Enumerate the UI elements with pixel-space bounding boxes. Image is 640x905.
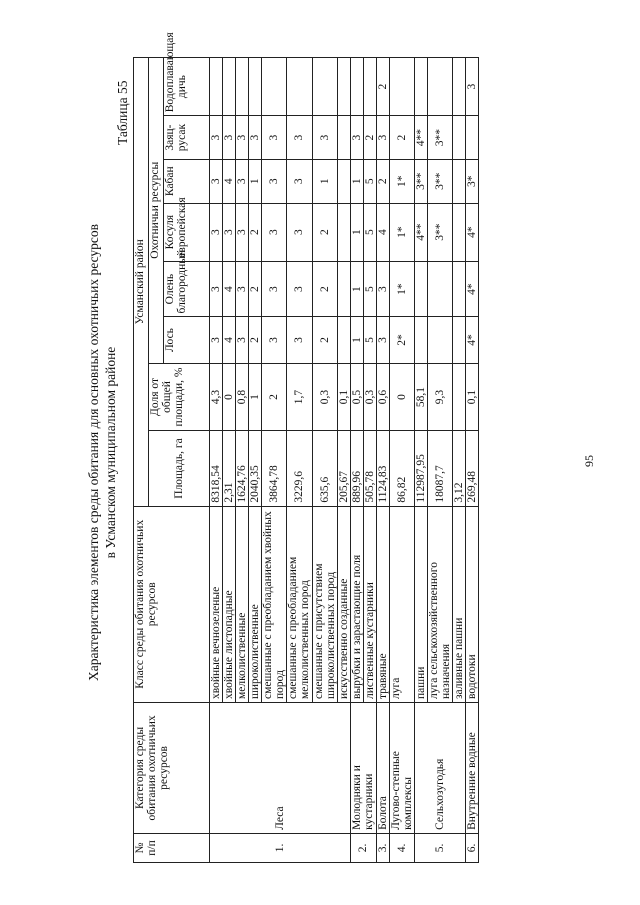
- rating-cell: [428, 58, 453, 116]
- share-cell: 9,3: [428, 363, 453, 431]
- rating-cell: 3: [287, 159, 312, 203]
- rating-cell: 2: [249, 261, 262, 317]
- area-cell: 1624,76: [236, 431, 249, 506]
- rating-cell: 5: [363, 159, 376, 203]
- rating-cell: [287, 58, 312, 116]
- rating-cell: 3: [210, 317, 223, 363]
- rating-cell: 2: [376, 58, 389, 116]
- class-cell: вырубки и зарастающие поля: [350, 506, 363, 702]
- area-cell: 205,67: [337, 431, 350, 506]
- header-num: № п/п: [134, 833, 210, 862]
- rating-cell: 3: [287, 317, 312, 363]
- page-number: 95: [582, 455, 596, 467]
- table-row: [376, 58, 389, 863]
- page-subtitle: в Усманском муниципальном районе: [103, 346, 118, 559]
- rating-cell: 5: [363, 317, 376, 363]
- area-cell: 2040,35: [249, 431, 262, 506]
- rating-cell: [453, 261, 466, 317]
- rating-cell: 1: [350, 159, 363, 203]
- share-cell: 0,6: [376, 363, 389, 431]
- row-number: 6.: [466, 833, 479, 862]
- class-cell: пашни: [415, 506, 428, 702]
- row-number: 2.: [350, 833, 376, 862]
- category-cell: Леса: [210, 702, 351, 833]
- area-cell: 86,82: [389, 431, 414, 506]
- rating-cell: 4**: [415, 203, 428, 261]
- rating-cell: 3: [262, 317, 287, 363]
- header-category: Категория среды обитания охотничьих ресурсов: [134, 702, 210, 833]
- rating-cell: [210, 58, 223, 116]
- rating-cell: 3: [236, 159, 249, 203]
- rating-cell: [223, 58, 236, 116]
- rating-cell: 3: [262, 116, 287, 160]
- header-species: Лось: [164, 317, 210, 363]
- row-number: 4.: [389, 833, 414, 862]
- rating-cell: 3: [210, 116, 223, 160]
- rating-cell: 4: [376, 203, 389, 261]
- table-row: [350, 58, 363, 863]
- class-cell: хвойные вечнозеленые: [210, 506, 223, 702]
- rating-cell: 3: [210, 159, 223, 203]
- share-cell: [453, 363, 466, 431]
- share-cell: 0: [389, 363, 414, 431]
- rating-cell: [415, 317, 428, 363]
- class-cell: смешанные с присутствием широколиственных пород: [312, 506, 337, 702]
- category-cell: Внутренние водные: [466, 702, 479, 833]
- rating-cell: 1: [350, 203, 363, 261]
- rating-cell: 1: [312, 159, 337, 203]
- area-cell: 8318,54: [210, 431, 223, 506]
- rating-cell: 3*: [466, 159, 479, 203]
- share-cell: 0,3: [312, 363, 337, 431]
- category-cell: Болота: [376, 702, 389, 833]
- class-cell: искусственно созданные: [337, 506, 350, 702]
- rating-cell: 3: [376, 317, 389, 363]
- rating-cell: [312, 58, 337, 116]
- rating-cell: [236, 58, 249, 116]
- share-cell: 0,1: [466, 363, 479, 431]
- page-title: Характеристика элементов среды обитания для основных охотничьих ресурсов: [86, 223, 101, 682]
- header-species: Кабан: [164, 159, 210, 203]
- rating-cell: [415, 58, 428, 116]
- rating-cell: 3: [350, 116, 363, 160]
- rating-cell: 3: [236, 116, 249, 160]
- table-row: [466, 58, 479, 863]
- rating-cell: [249, 58, 262, 116]
- rating-cell: 3**: [428, 116, 453, 160]
- category-cell: Сельхозугодья: [415, 702, 466, 833]
- rating-cell: 5: [363, 203, 376, 261]
- area-cell: 3229,6: [287, 431, 312, 506]
- table-body: [210, 58, 479, 863]
- rating-cell: 3: [210, 261, 223, 317]
- rating-cell: 2: [249, 317, 262, 363]
- rating-cell: 3: [287, 116, 312, 160]
- table-row: [210, 58, 223, 863]
- share-cell: 1,7: [287, 363, 312, 431]
- rating-cell: [337, 159, 350, 203]
- rating-cell: [428, 261, 453, 317]
- header-share: Доля от общей площади, %: [149, 363, 210, 431]
- rating-cell: 1: [350, 261, 363, 317]
- rating-cell: 3: [236, 203, 249, 261]
- class-cell: травяные: [376, 506, 389, 702]
- rating-cell: 3**: [428, 203, 453, 261]
- rating-cell: 3: [287, 203, 312, 261]
- rating-cell: 4*: [466, 261, 479, 317]
- area-cell: 3,12: [453, 431, 466, 506]
- rating-cell: [337, 116, 350, 160]
- share-cell: 58,1: [415, 363, 428, 431]
- row-number: 5.: [415, 833, 466, 862]
- class-cell: смешанные с преобладанием хвойных пород: [262, 506, 287, 702]
- area-cell: 635,6: [312, 431, 337, 506]
- row-number: 3.: [376, 833, 389, 862]
- rating-cell: 3: [210, 203, 223, 261]
- rating-cell: [337, 58, 350, 116]
- rating-cell: 4: [223, 159, 236, 203]
- rating-cell: 4: [223, 261, 236, 317]
- rating-cell: 2: [363, 116, 376, 160]
- rating-cell: 3: [223, 116, 236, 160]
- rating-cell: 3: [223, 203, 236, 261]
- rating-cell: 3**: [428, 159, 453, 203]
- area-cell: 3864,78: [262, 431, 287, 506]
- rating-cell: 2: [312, 261, 337, 317]
- rating-cell: 2: [376, 159, 389, 203]
- rating-cell: 1*: [389, 203, 414, 261]
- class-cell: луга сельскохозяйственного назначения: [428, 506, 453, 702]
- area-cell: 1124,83: [376, 431, 389, 506]
- share-cell: 0,1: [337, 363, 350, 431]
- share-cell: 0,5: [350, 363, 363, 431]
- rating-cell: 3: [236, 317, 249, 363]
- rating-cell: [453, 317, 466, 363]
- header-species: Водоплавающая дичь: [164, 58, 210, 116]
- share-cell: 0,3: [363, 363, 376, 431]
- rating-cell: 3: [287, 261, 312, 317]
- rating-cell: [466, 116, 479, 160]
- rating-cell: 3: [262, 261, 287, 317]
- category-cell: Лугово-степные комплексы: [389, 702, 414, 833]
- rating-cell: 3: [262, 203, 287, 261]
- rating-cell: 3**: [415, 159, 428, 203]
- class-cell: луга: [389, 506, 414, 702]
- rating-cell: [453, 116, 466, 160]
- rating-cell: [262, 58, 287, 116]
- share-cell: 0: [223, 363, 236, 431]
- rating-cell: [453, 58, 466, 116]
- rating-cell: 3: [376, 261, 389, 317]
- class-cell: смешанные с преобладанием мелколиственных пород: [287, 506, 312, 702]
- rating-cell: [337, 317, 350, 363]
- share-cell: 1: [249, 363, 262, 431]
- rating-cell: 2: [312, 317, 337, 363]
- header-area: Площадь, га: [149, 431, 210, 506]
- rating-cell: 3: [249, 116, 262, 160]
- rating-cell: 3: [236, 261, 249, 317]
- rating-cell: 1*: [389, 159, 414, 203]
- table-number: Таблица 55: [115, 80, 130, 145]
- rating-cell: [363, 58, 376, 116]
- area-cell: 2,31: [223, 431, 236, 506]
- rating-cell: 2: [312, 203, 337, 261]
- class-cell: мелколиственные: [236, 506, 249, 702]
- rating-cell: 2*: [389, 317, 414, 363]
- category-cell: Молодняки и кустарники: [350, 702, 376, 833]
- rating-cell: 3: [466, 58, 479, 116]
- rating-cell: [453, 159, 466, 203]
- rating-cell: 1: [350, 317, 363, 363]
- rating-cell: 2: [249, 203, 262, 261]
- header-class: Класс среды обитания охотничьих ресурсов: [134, 506, 210, 702]
- rating-cell: [428, 317, 453, 363]
- header-species: Косуля европейская: [164, 203, 210, 261]
- rating-cell: [350, 58, 363, 116]
- rating-cell: [453, 203, 466, 261]
- rating-cell: [337, 203, 350, 261]
- header-species: Заяц-русак: [164, 116, 210, 160]
- area-cell: 112987,95: [415, 431, 428, 506]
- area-cell: 505,78: [363, 431, 376, 506]
- rating-cell: [389, 58, 414, 116]
- rating-cell: [415, 261, 428, 317]
- habitat-table: [133, 32, 479, 863]
- header-district: Усманский район: [134, 58, 149, 507]
- class-cell: заливные пашни: [453, 506, 466, 702]
- share-cell: 2: [262, 363, 287, 431]
- rating-cell: 4*: [466, 203, 479, 261]
- area-cell: 18087,7: [428, 431, 453, 506]
- area-cell: 269,48: [466, 431, 479, 506]
- rating-cell: 3: [262, 159, 287, 203]
- table-row: [415, 58, 428, 863]
- share-cell: 0,8: [236, 363, 249, 431]
- rating-cell: 2: [389, 116, 414, 160]
- area-cell: 889,96: [350, 431, 363, 506]
- rating-cell: 4: [223, 317, 236, 363]
- rating-cell: 3: [376, 116, 389, 160]
- rating-cell: 4*: [466, 317, 479, 363]
- header-resources: Охотничьи ресурсы: [149, 58, 164, 364]
- rating-cell: 3: [312, 116, 337, 160]
- rating-cell: [337, 261, 350, 317]
- class-cell: широколиственные: [249, 506, 262, 702]
- class-cell: водотоки: [466, 506, 479, 702]
- class-cell: лиственные кустарники: [363, 506, 376, 702]
- rating-cell: 5: [363, 261, 376, 317]
- rating-cell: 4**: [415, 116, 428, 160]
- row-number: 1.: [210, 833, 351, 862]
- share-cell: 4,3: [210, 363, 223, 431]
- table-row: [389, 58, 414, 863]
- rating-cell: 1*: [389, 261, 414, 317]
- header-species: Олень благородный: [164, 261, 210, 317]
- rating-cell: 1: [249, 159, 262, 203]
- class-cell: хвойные листопадные: [223, 506, 236, 702]
